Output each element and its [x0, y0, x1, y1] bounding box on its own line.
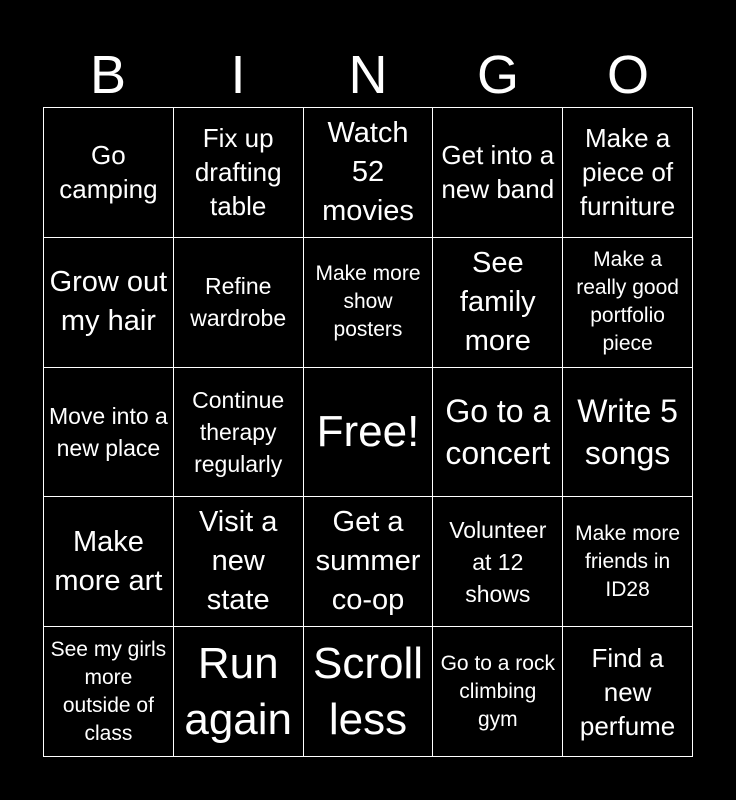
bingo-header	[43, 44, 693, 106]
cell-text: Get a summer co-op	[315, 506, 421, 617]
bingo-cell-r2c3[interactable]	[304, 238, 434, 368]
bingo-cell-r1c1[interactable]	[44, 108, 174, 238]
cell-text: Visit a new state	[198, 506, 278, 617]
cell-text: Make a piece of furniture	[579, 123, 676, 222]
bingo-cell-r1c5[interactable]	[563, 108, 693, 238]
bingo-cell-r5c1[interactable]	[44, 627, 174, 757]
bingo-cell-r4c4[interactable]	[433, 497, 563, 627]
header-letter-i: I	[230, 45, 246, 105]
cell-text: Make more friends in ID28	[575, 521, 681, 601]
bingo-cell-r4c1[interactable]	[44, 497, 174, 627]
cell-text: Find a new perfume	[579, 642, 676, 741]
bingo-cell-r4c2[interactable]	[174, 497, 304, 627]
cell-text: Watch 52 movies	[322, 116, 414, 227]
cell-text: Run again	[184, 638, 293, 744]
header-letter-o: O	[606, 45, 649, 105]
bingo-cell-r1c4[interactable]	[433, 108, 563, 238]
header-letter-n: N	[348, 45, 388, 105]
bingo-cell-r3c1[interactable]	[44, 368, 174, 498]
cell-text: Go to a rock climbing gym	[440, 651, 555, 731]
bingo-cell-r4c5[interactable]	[563, 497, 693, 627]
bingo-cell-r1c3[interactable]	[304, 108, 434, 238]
bingo-cell-r3c5[interactable]	[563, 368, 693, 498]
cell-text: Continue therapy regularly	[192, 386, 285, 477]
bingo-cell-r2c4[interactable]	[433, 238, 563, 368]
bingo-cell-r5c4[interactable]	[433, 627, 563, 757]
cell-text: See family more	[459, 246, 536, 357]
header-letter-g: G	[476, 45, 519, 105]
cell-text: Volunteer at 12 shows	[449, 516, 547, 607]
bingo-cell-r3c2[interactable]	[174, 368, 304, 498]
bingo-cell-r5c2[interactable]	[174, 627, 304, 757]
cell-text: Fix up drafting table	[194, 123, 282, 222]
bingo-cell-r1c2[interactable]	[174, 108, 304, 238]
bingo-cell-r2c2[interactable]	[174, 238, 304, 368]
bingo-cell-r5c3[interactable]	[304, 627, 434, 757]
cell-text: Write 5 songs	[577, 392, 678, 471]
bingo-cell-r2c5[interactable]	[563, 238, 693, 368]
cell-text: Go to a concert	[445, 392, 551, 471]
bingo-grid	[43, 107, 693, 757]
cell-text: Make more show posters	[315, 262, 421, 342]
cell-text: Grow out my hair	[49, 266, 168, 338]
bingo-cell-r2c1[interactable]	[44, 238, 174, 368]
cell-text: Make a really good portfolio piece	[576, 248, 679, 356]
cell-text: Make more art	[54, 525, 163, 597]
bingo-cell-free[interactable]	[304, 368, 434, 498]
bingo-cell-r4c3[interactable]	[304, 497, 434, 627]
bingo-cell-r5c5[interactable]	[563, 627, 693, 757]
cell-text: Move into a new place	[48, 402, 168, 461]
cell-text: Get into a new band	[441, 140, 555, 205]
header-letter-b: B	[89, 45, 127, 105]
cell-text: Scroll less	[312, 638, 423, 744]
bingo-cell-r3c4[interactable]	[433, 368, 563, 498]
cell-text: Go camping	[59, 140, 158, 205]
cell-text: Refine wardrobe	[190, 273, 287, 332]
free-space-text: Free!	[316, 406, 420, 456]
cell-text: See my girls more outside of class	[50, 637, 167, 745]
